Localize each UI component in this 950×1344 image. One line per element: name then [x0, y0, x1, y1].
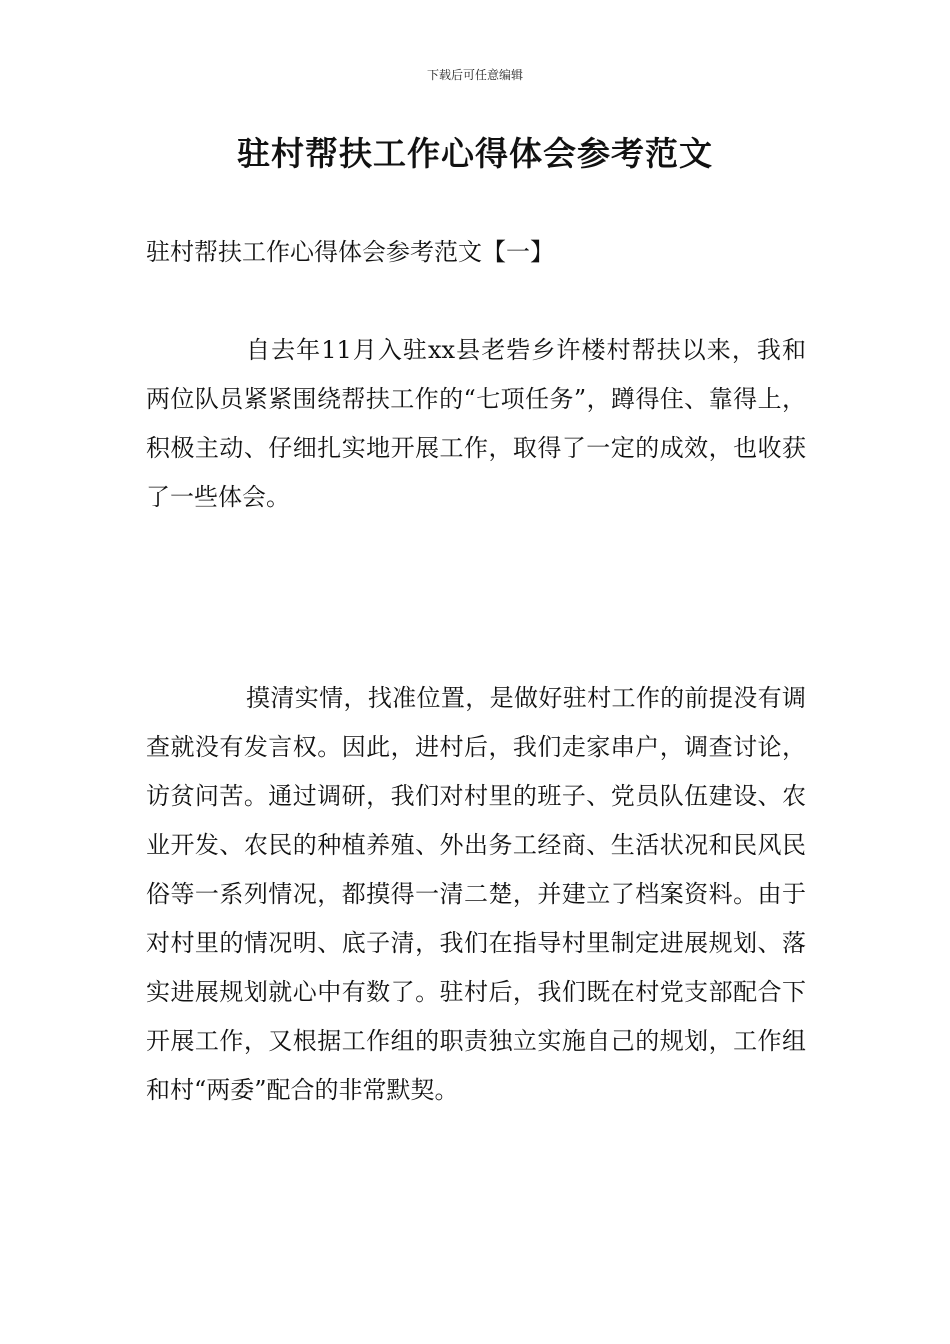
header-note: 下载后可任意编辑 — [426, 68, 523, 82]
paragraph-1: 自去年11月入驻xx县老砦乡许楼村帮扶以来，我和两位队员紧紧围绕帮扶工作的“七项任务”，蹲得住、靠得上，积极主动、仔细扎实地开展工作，取得了一定的成效，也收获了一些体会。 — [146, 336, 806, 511]
document-title: 驻村帮扶工作心得体会参考范文 — [237, 134, 713, 173]
section-heading: 驻村帮扶工作心得体会参考范文【一】 — [146, 238, 554, 266]
paragraph-2: 摸清实情，找准位置，是做好驻村工作的前提没有调查就没有发言权。因此，进村后，我们走家串户，调查讨论，访贫问苦。通过调研，我们对村里的班子、党员队伍建设、农业开发、农民的种植养殖、外出务工经商、生活状况和民风民俗等一系列情况，都摸得一清二楚，并建立了档案资料。由于对村里的情况明、底子清，我们在指导村里制定进展规划、落实进展规划就心中有数了。驻村后，我们既在村党支部配合下开展工作，又根据工作组的职责独立实施自己的规划，工作组和村“两委”配合的非常默契。 — [146, 684, 806, 1104]
